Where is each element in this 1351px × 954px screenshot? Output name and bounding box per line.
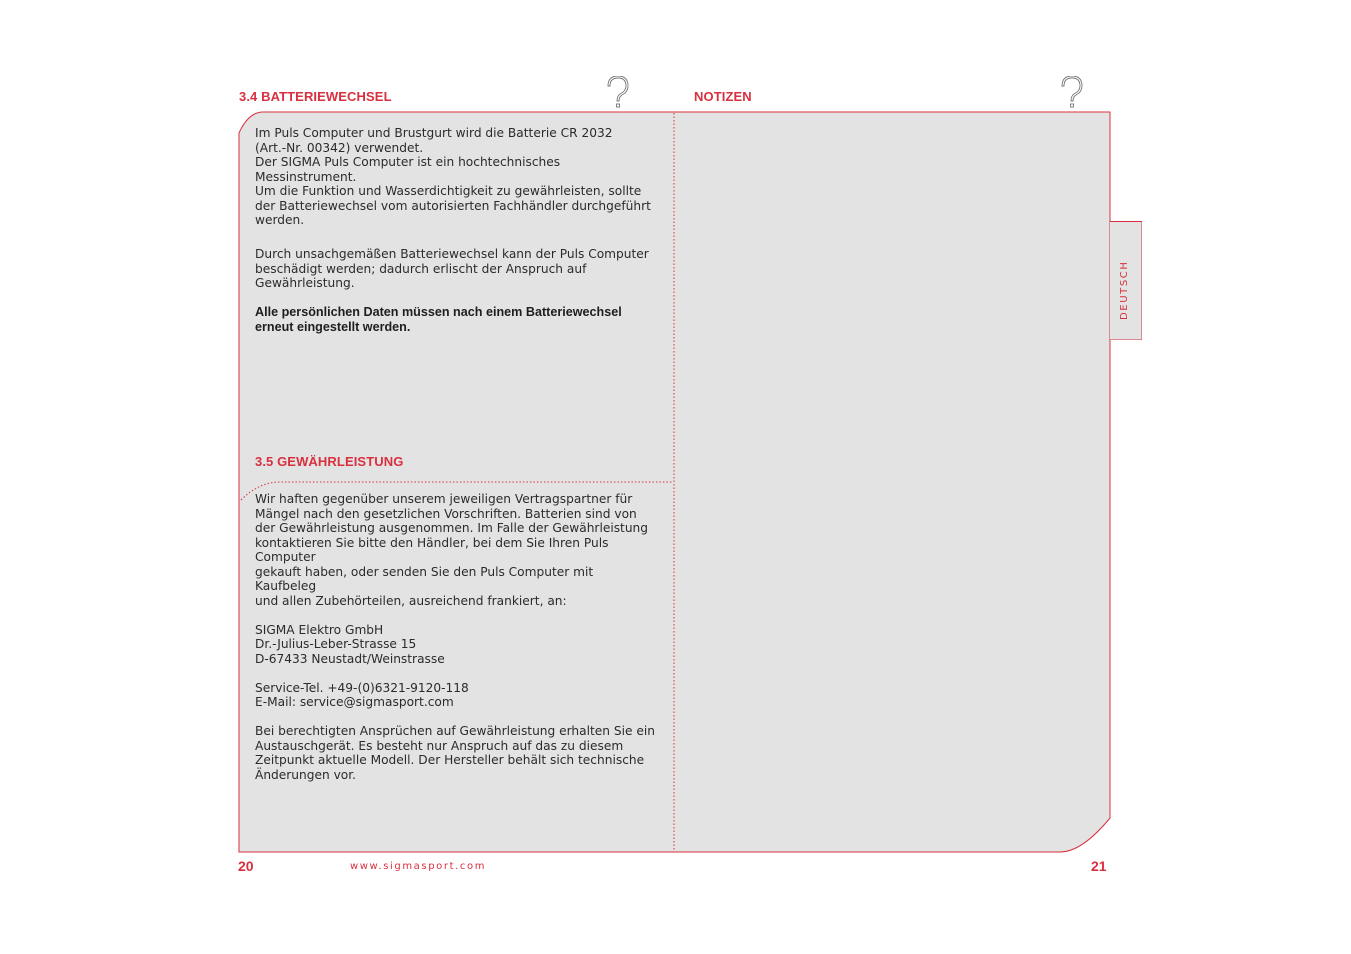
text-line: Der SIGMA Puls Computer ist ein hochtechnisches Messinstrument.	[255, 155, 561, 184]
battery-note: erneut eingestellt werden.	[255, 319, 411, 334]
section-title-battery: 3.4 BATTERIEWECHSEL	[239, 89, 392, 104]
text-line: (Art.-Nr. 00342) verwendet.	[255, 140, 424, 155]
website-url: www.sigmasport.com	[350, 861, 487, 872]
section-title-notes: NOTIZEN	[694, 89, 752, 104]
address-line: SIGMA Elektro GmbH	[255, 622, 384, 637]
question-mark-icon	[1061, 76, 1083, 110]
text-line: gekauft haben, oder senden Sie den Puls Computer mit Kaufbeleg	[255, 564, 594, 593]
contact-line: Service-Tel. +49-(0)6321-9120-118	[255, 680, 469, 695]
text-line: Im Puls Computer und Brustgurt wird die Batterie CR 2032	[255, 126, 613, 140]
language-tab-label: DEUTSCH	[1119, 260, 1130, 320]
text-line: Durch unsachgemäßen Batteriewechsel kann der Puls Computer	[255, 247, 649, 261]
text-line: Um die Funktion und Wasserdichtigkeit zu gewährleisten, sollte	[255, 184, 642, 198]
text-line: Zeitpunkt aktuelle Modell. Der Hersteller behält sich technische	[255, 753, 645, 767]
text-line: der Batteriewechsel vom autorisierten Fachhändler durchgeführt	[255, 198, 651, 213]
question-mark-icon	[607, 76, 629, 110]
text-line: Bei berechtigten Ansprüchen auf Gewährleistung erhalten Sie ein	[255, 724, 655, 738]
address-line: Dr.-Julius-Leber-Strasse 15	[255, 637, 417, 651]
address-line: D-67433 Neustadt/Weinstrasse	[255, 651, 445, 666]
text-line: der Gewährleistung ausgenommen. Im Falle der Gewährleistung	[255, 521, 649, 535]
battery-note: Alle persönlichen Daten müssen nach einem Batteriewechsel	[255, 305, 622, 319]
warranty-section-text	[255, 492, 655, 782]
page-number-right: 21	[1091, 858, 1107, 874]
section-title-warranty: 3.5 GEWÄHRLEISTUNG	[255, 454, 404, 469]
text-line: beschädigt werden; dadurch erlischt der Anspruch auf	[255, 261, 587, 276]
battery-section-text	[255, 126, 655, 334]
text-line: werden.	[255, 213, 305, 227]
contact-line: E-Mail: service@sigmasport.com	[255, 695, 454, 709]
text-line: Mängel nach den gesetzlichen Vorschriften. Batterien sind von	[255, 506, 637, 521]
text-line: Wir haften gegenüber unserem jeweiligen Vertragspartner für	[255, 492, 633, 506]
text-line: und allen Zubehörteilen, ausreichend frankiert, an:	[255, 593, 567, 608]
text-line: Austauschgerät. Es besteht nur Anspruch auf das zu diesem	[255, 738, 624, 753]
text-line: Änderungen vor.	[255, 767, 357, 782]
page-number-left: 20	[238, 858, 254, 874]
text-line: kontaktieren Sie bitte den Händler, bei dem Sie Ihren Puls Computer	[255, 535, 609, 564]
text-line: Gewährleistung.	[255, 276, 355, 290]
